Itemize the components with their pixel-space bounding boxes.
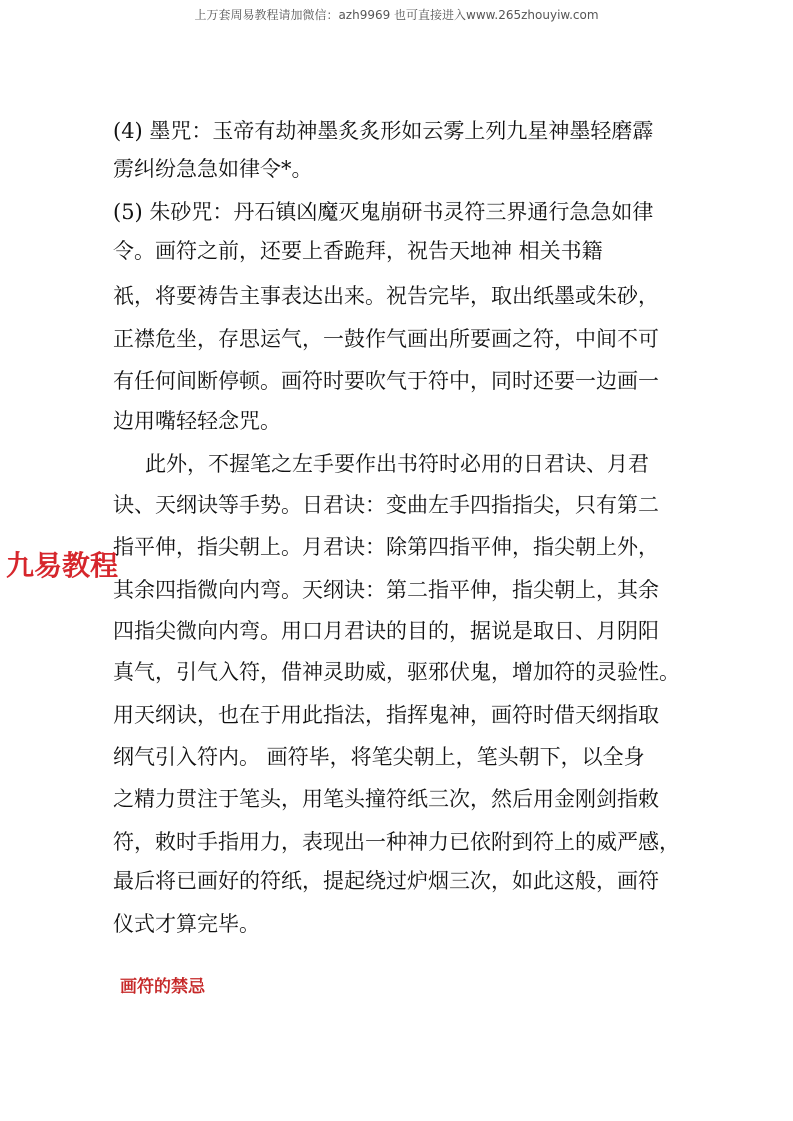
text-line-5: 祇，将要祷告主事表达出来。祝告完毕，取出纸墨或朱砂，: [113, 284, 659, 308]
text-line-10: 诀、天纲诀等手势。日君诀：变曲左手四指指尖，只有第二: [113, 493, 659, 517]
text-line-19: 最后将已画好的符纸，提起绕过炉烟三次，如此这般，画符: [113, 869, 659, 893]
text-line-12: 其余四指微向内弯。天纲诀：第二指平伸，指尖朝上，其余: [113, 578, 659, 602]
text-line-11: 指平伸，指尖朝上。月君诀：除第四指平伸，指尖朝上外，: [113, 535, 659, 559]
text-line-20: 仪式才算完毕。: [113, 912, 260, 936]
text-line-17: 之精力贯注于笔头，用笔头撞符纸三次，然后用金刚剑指敕: [113, 787, 659, 811]
text-line-6: 正襟危坐，存思运气，一鼓作气画出所要画之符，中间不可: [113, 327, 659, 351]
text-line-4: 令。画符之前，还要上香跪拜，祝告天地神 相关书籍: [113, 239, 603, 263]
watermark-logo: 九易教程: [6, 549, 119, 582]
header-notice: 上万套周易教程请加微信：azh9969 也可直接进入www.265zhouyiw.com: [194, 8, 599, 22]
text-line-7: 有任何间断停顿。画符时要吹气于符中，同时还要一边画一: [113, 369, 659, 393]
section-heading: 画符的禁忌: [120, 977, 205, 997]
text-line-8: 边用嘴轻轻念咒。: [113, 409, 281, 433]
text-line-2: 雳纠纷急急如律令*。: [113, 157, 313, 181]
text-line-3: (5) 朱砂咒：丹石镇凶魔灭鬼崩研书灵符三界通行急急如律: [113, 200, 654, 224]
text-line-15: 用天纲诀，也在于用此指法，指挥鬼神，画符时借天纲指取: [113, 703, 659, 727]
text-line-16: 纲气引入符内。 画符毕，将笔尖朝上，笔头朝下，以全身: [113, 745, 645, 769]
text-line-9: 此外，不握笔之左手要作出书符时必用的日君诀、月君: [145, 452, 649, 476]
text-line-1: (4) 墨咒：玉帝有劫神墨炙炙形如云雾上列九星神墨轻磨霹: [113, 119, 654, 143]
text-line-14: 真气，引气入符，借神灵助威，驱邪伏鬼，增加符的灵验性。: [113, 660, 680, 684]
text-line-18: 符，敕时手指用力，表现出一种神力已依附到符上的威严感，: [113, 830, 680, 854]
text-line-13: 四指尖微向内弯。用口月君诀的目的，据说是取日、月阴阳: [113, 619, 659, 643]
